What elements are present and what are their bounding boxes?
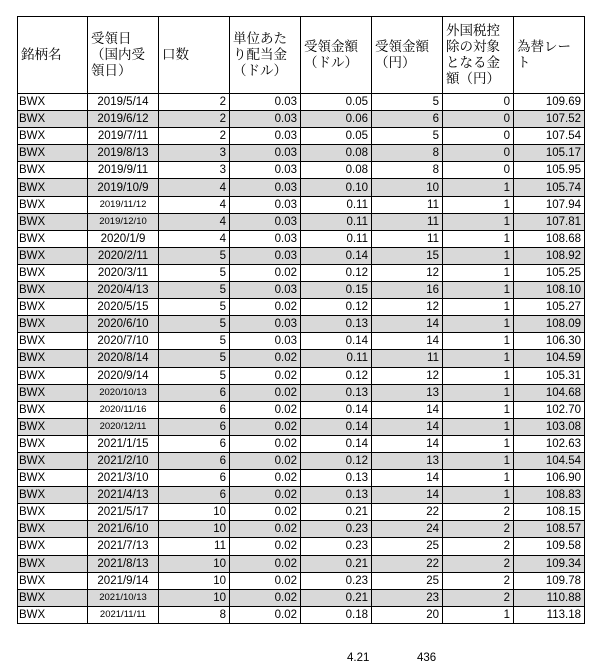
- cell-name: BWX: [18, 606, 88, 623]
- cell-name: BWX: [18, 94, 88, 111]
- cell-tax: 0: [443, 111, 514, 128]
- total-jpy: 436: [417, 652, 437, 664]
- cell-rate: 108.83: [514, 487, 585, 504]
- cell-date: 2020/12/11: [88, 418, 159, 435]
- cell-per-unit: 0.03: [230, 282, 301, 299]
- table-row: [18, 504, 585, 521]
- cell-tax: 1: [443, 247, 514, 264]
- cell-jpy: 11: [372, 230, 443, 247]
- cell-date: 2020/4/13: [88, 282, 159, 299]
- cell-jpy: 25: [372, 538, 443, 555]
- cell-tax: 1: [443, 435, 514, 452]
- cell-name: BWX: [18, 247, 88, 264]
- cell-jpy: 10: [372, 179, 443, 196]
- cell-tax: 0: [443, 162, 514, 179]
- cell-units: 2: [159, 111, 230, 128]
- cell-units: 5: [159, 316, 230, 333]
- cell-usd: 0.14: [301, 401, 372, 418]
- cell-jpy: 14: [372, 316, 443, 333]
- cell-jpy: 13: [372, 384, 443, 401]
- table-row: [18, 145, 585, 162]
- cell-jpy: 23: [372, 589, 443, 606]
- cell-date: 2020/5/15: [88, 299, 159, 316]
- cell-usd: 0.12: [301, 452, 372, 469]
- cell-date: 2020/8/14: [88, 350, 159, 367]
- cell-jpy: 14: [372, 418, 443, 435]
- cell-usd: 0.05: [301, 94, 372, 111]
- cell-rate: 108.10: [514, 282, 585, 299]
- cell-tax: 1: [443, 452, 514, 469]
- cell-rate: 107.94: [514, 196, 585, 213]
- cell-rate: 109.78: [514, 572, 585, 589]
- cell-per-unit: 0.02: [230, 299, 301, 316]
- cell-rate: 105.31: [514, 367, 585, 384]
- cell-date: 2020/6/10: [88, 316, 159, 333]
- cell-units: 5: [159, 350, 230, 367]
- cell-tax: 1: [443, 350, 514, 367]
- cell-per-unit: 0.03: [230, 196, 301, 213]
- cell-date: 2019/9/11: [88, 162, 159, 179]
- cell-tax: 1: [443, 487, 514, 504]
- cell-date: 2021/1/15: [88, 435, 159, 452]
- cell-tax: 2: [443, 589, 514, 606]
- dividend-table: [17, 16, 585, 624]
- cell-name: BWX: [18, 282, 88, 299]
- table-row: [18, 111, 585, 128]
- cell-name: BWX: [18, 230, 88, 247]
- cell-usd: 0.13: [301, 470, 372, 487]
- cell-rate: 106.30: [514, 333, 585, 350]
- cell-per-unit: 0.02: [230, 470, 301, 487]
- cell-jpy: 16: [372, 282, 443, 299]
- cell-jpy: 12: [372, 264, 443, 281]
- table-row: [18, 470, 585, 487]
- cell-name: BWX: [18, 316, 88, 333]
- cell-tax: 1: [443, 384, 514, 401]
- cell-jpy: 5: [372, 128, 443, 145]
- cell-rate: 109.69: [514, 94, 585, 111]
- cell-jpy: 12: [372, 367, 443, 384]
- cell-tax: 0: [443, 145, 514, 162]
- cell-rate: 102.70: [514, 401, 585, 418]
- cell-jpy: 20: [372, 606, 443, 623]
- cell-units: 6: [159, 384, 230, 401]
- cell-usd: 0.11: [301, 196, 372, 213]
- cell-name: BWX: [18, 367, 88, 384]
- cell-name: BWX: [18, 179, 88, 196]
- cell-per-unit: 0.03: [230, 145, 301, 162]
- cell-name: BWX: [18, 572, 88, 589]
- cell-units: 10: [159, 589, 230, 606]
- cell-name: BWX: [18, 470, 88, 487]
- cell-rate: 107.54: [514, 128, 585, 145]
- cell-name: BWX: [18, 384, 88, 401]
- cell-date: 2020/2/11: [88, 247, 159, 264]
- table-row: [18, 299, 585, 316]
- header-row: [18, 17, 585, 94]
- cell-jpy: 8: [372, 145, 443, 162]
- cell-tax: 0: [443, 128, 514, 145]
- cell-tax: 2: [443, 572, 514, 589]
- cell-name: BWX: [18, 589, 88, 606]
- cell-tax: 1: [443, 606, 514, 623]
- cell-date: 2021/7/13: [88, 538, 159, 555]
- cell-per-unit: 0.02: [230, 384, 301, 401]
- cell-rate: 105.25: [514, 264, 585, 281]
- cell-usd: 0.12: [301, 264, 372, 281]
- header-units: 口数: [159, 17, 230, 94]
- cell-units: 6: [159, 452, 230, 469]
- cell-usd: 0.14: [301, 247, 372, 264]
- cell-tax: 1: [443, 213, 514, 230]
- cell-units: 4: [159, 179, 230, 196]
- cell-date: 2021/10/13: [88, 589, 159, 606]
- cell-date: 2020/1/9: [88, 230, 159, 247]
- cell-usd: 0.23: [301, 521, 372, 538]
- cell-units: 10: [159, 521, 230, 538]
- cell-jpy: 14: [372, 435, 443, 452]
- cell-tax: 1: [443, 333, 514, 350]
- cell-per-unit: 0.02: [230, 589, 301, 606]
- cell-rate: 109.34: [514, 555, 585, 572]
- cell-rate: 105.74: [514, 179, 585, 196]
- cell-units: 2: [159, 128, 230, 145]
- cell-jpy: 11: [372, 350, 443, 367]
- cell-name: BWX: [18, 521, 88, 538]
- cell-units: 8: [159, 606, 230, 623]
- table-row: [18, 333, 585, 350]
- cell-tax: 2: [443, 521, 514, 538]
- cell-units: 3: [159, 162, 230, 179]
- cell-name: BWX: [18, 213, 88, 230]
- cell-date: 2019/5/14: [88, 94, 159, 111]
- cell-rate: 103.08: [514, 418, 585, 435]
- cell-jpy: 25: [372, 572, 443, 589]
- cell-name: BWX: [18, 264, 88, 281]
- cell-usd: 0.10: [301, 179, 372, 196]
- cell-rate: 108.09: [514, 316, 585, 333]
- header-date: 受領日（国内受領日）: [88, 17, 159, 94]
- cell-units: 2: [159, 94, 230, 111]
- cell-units: 5: [159, 299, 230, 316]
- cell-name: BWX: [18, 299, 88, 316]
- table-row: [18, 435, 585, 452]
- cell-rate: 109.58: [514, 538, 585, 555]
- cell-rate: 104.68: [514, 384, 585, 401]
- cell-date: 2021/5/17: [88, 504, 159, 521]
- cell-usd: 0.14: [301, 418, 372, 435]
- cell-name: BWX: [18, 435, 88, 452]
- cell-per-unit: 0.03: [230, 162, 301, 179]
- cell-per-unit: 0.02: [230, 487, 301, 504]
- cell-units: 3: [159, 145, 230, 162]
- cell-usd: 0.14: [301, 333, 372, 350]
- cell-usd: 0.23: [301, 538, 372, 555]
- cell-name: BWX: [18, 401, 88, 418]
- cell-name: BWX: [18, 504, 88, 521]
- header-rate: 為替レート: [514, 17, 585, 94]
- cell-usd: 0.13: [301, 316, 372, 333]
- table-row: [18, 247, 585, 264]
- table-row: [18, 94, 585, 111]
- cell-jpy: 12: [372, 299, 443, 316]
- cell-rate: 104.54: [514, 452, 585, 469]
- cell-per-unit: 0.02: [230, 401, 301, 418]
- table-row: [18, 555, 585, 572]
- cell-date: 2019/8/13: [88, 145, 159, 162]
- cell-per-unit: 0.02: [230, 555, 301, 572]
- cell-name: BWX: [18, 452, 88, 469]
- cell-tax: 1: [443, 179, 514, 196]
- cell-usd: 0.21: [301, 589, 372, 606]
- cell-jpy: 11: [372, 196, 443, 213]
- table-row: [18, 401, 585, 418]
- cell-jpy: 14: [372, 333, 443, 350]
- table-row: [18, 282, 585, 299]
- table-row: [18, 418, 585, 435]
- cell-jpy: 14: [372, 487, 443, 504]
- cell-name: BWX: [18, 538, 88, 555]
- table-row: [18, 179, 585, 196]
- cell-rate: 105.27: [514, 299, 585, 316]
- cell-tax: 0: [443, 94, 514, 111]
- cell-jpy: 11: [372, 213, 443, 230]
- cell-jpy: 15: [372, 247, 443, 264]
- table-row: [18, 452, 585, 469]
- table-row: [18, 128, 585, 145]
- cell-per-unit: 0.03: [230, 111, 301, 128]
- table-row: [18, 350, 585, 367]
- cell-date: 2019/7/11: [88, 128, 159, 145]
- cell-name: BWX: [18, 145, 88, 162]
- cell-date: 2020/3/11: [88, 264, 159, 281]
- cell-usd: 0.12: [301, 367, 372, 384]
- cell-rate: 108.57: [514, 521, 585, 538]
- cell-usd: 0.11: [301, 213, 372, 230]
- table-row: [18, 230, 585, 247]
- cell-units: 5: [159, 367, 230, 384]
- cell-date: 2019/10/9: [88, 179, 159, 196]
- cell-rate: 105.17: [514, 145, 585, 162]
- cell-usd: 0.18: [301, 606, 372, 623]
- cell-per-unit: 0.02: [230, 452, 301, 469]
- cell-date: 2020/7/10: [88, 333, 159, 350]
- cell-units: 6: [159, 435, 230, 452]
- cell-jpy: 13: [372, 452, 443, 469]
- cell-date: 2019/11/12: [88, 196, 159, 213]
- cell-units: 4: [159, 213, 230, 230]
- cell-rate: 108.92: [514, 247, 585, 264]
- cell-date: 2021/8/13: [88, 555, 159, 572]
- cell-date: 2021/9/14: [88, 572, 159, 589]
- header-tax: 外国税控除の対象となる金額（円）: [443, 17, 514, 94]
- table-row: [18, 264, 585, 281]
- cell-units: 10: [159, 504, 230, 521]
- cell-usd: 0.11: [301, 350, 372, 367]
- table-row: [18, 572, 585, 589]
- cell-units: 6: [159, 470, 230, 487]
- cell-jpy: 14: [372, 470, 443, 487]
- cell-date: 2021/4/13: [88, 487, 159, 504]
- cell-usd: 0.21: [301, 504, 372, 521]
- cell-per-unit: 0.03: [230, 316, 301, 333]
- header-name: 銘柄名: [18, 17, 88, 94]
- cell-date: 2021/3/10: [88, 470, 159, 487]
- cell-units: 4: [159, 230, 230, 247]
- cell-units: 6: [159, 401, 230, 418]
- cell-per-unit: 0.02: [230, 350, 301, 367]
- cell-jpy: 8: [372, 162, 443, 179]
- cell-tax: 2: [443, 555, 514, 572]
- cell-rate: 107.81: [514, 213, 585, 230]
- cell-date: 2021/2/10: [88, 452, 159, 469]
- cell-per-unit: 0.02: [230, 435, 301, 452]
- table-row: [18, 589, 585, 606]
- cell-per-unit: 0.02: [230, 264, 301, 281]
- cell-units: 6: [159, 418, 230, 435]
- total-usd: 4.21: [347, 652, 370, 664]
- cell-per-unit: 0.02: [230, 606, 301, 623]
- cell-usd: 0.14: [301, 435, 372, 452]
- cell-per-unit: 0.03: [230, 94, 301, 111]
- cell-usd: 0.13: [301, 487, 372, 504]
- cell-tax: 1: [443, 264, 514, 281]
- cell-per-unit: 0.02: [230, 418, 301, 435]
- cell-date: 2021/11/11: [88, 606, 159, 623]
- cell-tax: 2: [443, 538, 514, 555]
- table-row: [18, 316, 585, 333]
- cell-usd: 0.11: [301, 230, 372, 247]
- cell-tax: 1: [443, 299, 514, 316]
- cell-rate: 108.15: [514, 504, 585, 521]
- cell-usd: 0.21: [301, 555, 372, 572]
- table-row: [18, 213, 585, 230]
- cell-tax: 1: [443, 418, 514, 435]
- cell-per-unit: 0.03: [230, 333, 301, 350]
- cell-units: 10: [159, 555, 230, 572]
- cell-rate: 105.95: [514, 162, 585, 179]
- cell-usd: 0.08: [301, 162, 372, 179]
- cell-name: BWX: [18, 487, 88, 504]
- cell-tax: 1: [443, 196, 514, 213]
- cell-units: 11: [159, 538, 230, 555]
- cell-usd: 0.08: [301, 145, 372, 162]
- table-row: [18, 162, 585, 179]
- cell-jpy: 22: [372, 504, 443, 521]
- cell-per-unit: 0.03: [230, 179, 301, 196]
- cell-date: 2020/9/14: [88, 367, 159, 384]
- table-row: [18, 487, 585, 504]
- cell-name: BWX: [18, 350, 88, 367]
- cell-usd: 0.05: [301, 128, 372, 145]
- cell-units: 5: [159, 247, 230, 264]
- cell-name: BWX: [18, 196, 88, 213]
- cell-date: 2019/6/12: [88, 111, 159, 128]
- cell-name: BWX: [18, 555, 88, 572]
- header-jpy: 受領金額（円）: [372, 17, 443, 94]
- cell-units: 6: [159, 487, 230, 504]
- cell-jpy: 6: [372, 111, 443, 128]
- header-usd: 受領金額（ドル）: [301, 17, 372, 94]
- cell-date: 2020/11/16: [88, 401, 159, 418]
- cell-tax: 1: [443, 401, 514, 418]
- cell-tax: 1: [443, 470, 514, 487]
- cell-per-unit: 0.02: [230, 538, 301, 555]
- cell-date: 2020/10/13: [88, 384, 159, 401]
- table-row: [18, 521, 585, 538]
- cell-units: 4: [159, 196, 230, 213]
- cell-usd: 0.23: [301, 572, 372, 589]
- cell-rate: 108.68: [514, 230, 585, 247]
- cell-tax: 1: [443, 316, 514, 333]
- cell-tax: 1: [443, 230, 514, 247]
- cell-rate: 113.18: [514, 606, 585, 623]
- cell-per-unit: 0.02: [230, 504, 301, 521]
- table-row: [18, 606, 585, 623]
- header-per-unit: 単位あたり配当金（ドル）: [230, 17, 301, 94]
- cell-name: BWX: [18, 128, 88, 145]
- cell-name: BWX: [18, 333, 88, 350]
- cell-jpy: 14: [372, 401, 443, 418]
- cell-rate: 107.52: [514, 111, 585, 128]
- cell-jpy: 24: [372, 521, 443, 538]
- cell-jpy: 5: [372, 94, 443, 111]
- cell-per-unit: 0.02: [230, 521, 301, 538]
- table-row: [18, 367, 585, 384]
- cell-units: 10: [159, 572, 230, 589]
- cell-usd: 0.12: [301, 299, 372, 316]
- cell-date: 2021/6/10: [88, 521, 159, 538]
- cell-per-unit: 0.02: [230, 572, 301, 589]
- cell-rate: 110.88: [514, 589, 585, 606]
- cell-per-unit: 0.03: [230, 128, 301, 145]
- cell-units: 5: [159, 264, 230, 281]
- cell-usd: 0.13: [301, 384, 372, 401]
- table-row: [18, 384, 585, 401]
- cell-per-unit: 0.02: [230, 367, 301, 384]
- cell-tax: 1: [443, 367, 514, 384]
- cell-per-unit: 0.03: [230, 230, 301, 247]
- table-row: [18, 196, 585, 213]
- cell-units: 5: [159, 333, 230, 350]
- cell-tax: 2: [443, 504, 514, 521]
- cell-units: 5: [159, 282, 230, 299]
- cell-per-unit: 0.03: [230, 247, 301, 264]
- cell-usd: 0.06: [301, 111, 372, 128]
- cell-name: BWX: [18, 111, 88, 128]
- cell-rate: 106.90: [514, 470, 585, 487]
- cell-per-unit: 0.03: [230, 213, 301, 230]
- cell-rate: 104.59: [514, 350, 585, 367]
- cell-usd: 0.15: [301, 282, 372, 299]
- cell-rate: 102.63: [514, 435, 585, 452]
- table-row: [18, 538, 585, 555]
- cell-date: 2019/12/10: [88, 213, 159, 230]
- cell-jpy: 22: [372, 555, 443, 572]
- cell-name: BWX: [18, 418, 88, 435]
- cell-tax: 1: [443, 282, 514, 299]
- cell-name: BWX: [18, 162, 88, 179]
